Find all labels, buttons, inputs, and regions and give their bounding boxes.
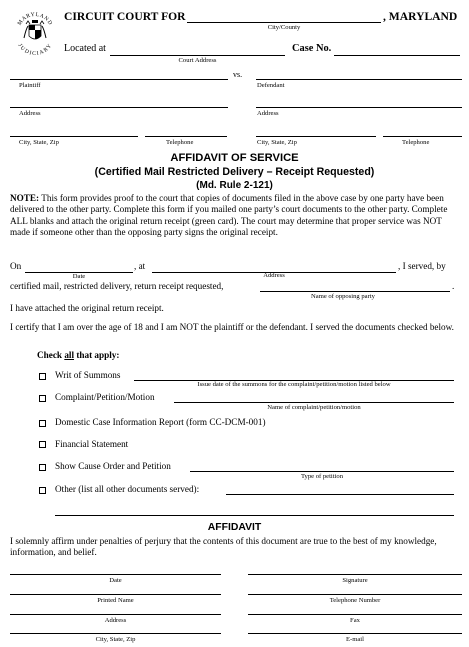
writ-of-summons-checkbox[interactable] <box>39 373 46 380</box>
city-county-field[interactable] <box>187 22 381 23</box>
address-sign-caption: Address <box>104 617 127 624</box>
check-heading-all: all <box>64 350 75 360</box>
vs-label: vs. <box>233 70 243 79</box>
date-field[interactable] <box>10 574 221 575</box>
served-by-label: , I served, by <box>398 261 446 271</box>
court-address-caption: Court Address <box>178 57 217 64</box>
certify-statement: I certify that I am over the age of 18 and I am NOT the plaintiff or the defendant. I served the documents checked below. <box>10 322 454 332</box>
other-documents-label: Other (list all other documents served): <box>55 484 200 494</box>
plaintiff-phone-field[interactable] <box>145 136 227 137</box>
svg-text:JUDICIARY <box>16 43 53 56</box>
form-rule: (Md. Rule 2-121) <box>196 180 273 191</box>
on-label: On <box>10 261 22 271</box>
summons-date-caption: Issue date of the summons for the complaint/petition/motion listed below <box>197 381 391 388</box>
printed-name-caption: Printed Name <box>97 597 134 604</box>
case-no-label: Case No. <box>292 43 332 54</box>
check-heading <box>37 350 119 360</box>
seal-text-top: MARYLAND <box>16 11 54 27</box>
plaintiff-city-field[interactable] <box>10 136 138 137</box>
other-documents-field-2[interactable] <box>55 515 454 516</box>
printed-name-field[interactable] <box>10 594 221 595</box>
complaint-label: Complaint/Petition/Motion <box>55 392 155 402</box>
city-county-caption: City/County <box>267 24 301 31</box>
plaintiff-field[interactable] <box>10 79 228 80</box>
fax-field[interactable] <box>248 614 462 615</box>
defendant-city-caption: City, State, Zip <box>257 139 297 146</box>
petition-type-caption: Type of petition <box>300 473 344 480</box>
plaintiff-city-caption: City, State, Zip <box>19 139 59 146</box>
telephone-number-field[interactable] <box>248 594 462 595</box>
check-heading-post: that apply: <box>74 350 120 360</box>
certified-mail-label: certified mail, restricted delivery, return receipt requested, <box>10 281 224 291</box>
defendant-address-caption: Address <box>257 110 279 117</box>
address-caption: Address <box>263 272 285 279</box>
located-at-label: Located at <box>64 43 106 54</box>
period-label: . <box>452 281 455 291</box>
city-state-zip-field[interactable] <box>10 633 221 634</box>
note-paragraph <box>10 193 462 239</box>
other-documents-field[interactable] <box>226 494 454 495</box>
defendant-city-field[interactable] <box>256 136 376 137</box>
fax-caption: Fax <box>350 617 360 624</box>
attached-statement: I have attached the original return receipt. <box>10 303 164 313</box>
date-caption: Date <box>72 273 86 280</box>
defendant-caption: Defendant <box>257 82 285 89</box>
plaintiff-phone-caption: Telephone <box>166 139 194 146</box>
affidavit-title: AFFIDAVIT <box>207 522 262 533</box>
affidavit-text: I solemnly affirm under penalties of perjury that the contents of this document are true to the best of my knowledge, information, and belief. <box>10 536 437 558</box>
address-field[interactable] <box>10 614 221 615</box>
defendant-phone-caption: Telephone <box>402 139 430 146</box>
note-text: This form provides proof to the court that copies of documents filed in the above case by one party have been delivered to the other party. Complete this form if you mailed one party’s court documents to the other party. Complete ALL blanks and attach the original return receipt (green card). The court may determine that proper service was NOT made if someone other than the opposing party signs the original receipt. <box>10 193 448 238</box>
financial-statement-label: Financial Statement <box>55 439 129 449</box>
show-cause-checkbox[interactable] <box>39 464 46 471</box>
check-heading-pre: Check <box>37 350 65 360</box>
maryland-label: , MARYLAND <box>383 10 458 23</box>
defendant-phone-field[interactable] <box>383 136 462 137</box>
form-subtitle: (Certified Mail Restricted Delivery – Receipt Requested) <box>94 166 375 178</box>
note-label: NOTE: <box>10 193 40 203</box>
city-state-zip-caption: City, State, Zip <box>95 636 136 643</box>
signature-field[interactable] <box>248 574 462 575</box>
telephone-number-caption: Telephone Number <box>329 597 381 604</box>
complaint-checkbox[interactable] <box>39 395 46 402</box>
email-field[interactable] <box>248 633 462 634</box>
maryland-judiciary-seal-icon <box>14 8 56 56</box>
petition-type-field[interactable] <box>190 471 454 472</box>
plaintiff-caption: Plaintiff <box>19 82 41 89</box>
complaint-name-caption: Name of complaint/petition/motion <box>267 404 361 411</box>
defendant-address-field[interactable] <box>256 107 462 108</box>
writ-of-summons-label: Writ of Summons <box>55 370 121 380</box>
date-sign-caption: Date <box>109 577 122 584</box>
signature-caption: Signature <box>342 577 368 584</box>
opposing-party-caption: Name of opposing party <box>311 293 375 300</box>
opposing-party-field[interactable] <box>260 291 450 292</box>
svg-text:MARYLAND <box>17 12 53 27</box>
domestic-case-label: Domestic Case Information Report (form CC-DCM-001) <box>55 417 266 427</box>
financial-statement-checkbox[interactable] <box>39 441 46 448</box>
court-address-field[interactable] <box>110 55 285 56</box>
case-number-field[interactable] <box>334 55 460 56</box>
court-for-label: CIRCUIT COURT FOR <box>64 10 186 23</box>
at-label: , at <box>134 261 146 271</box>
plaintiff-address-caption: Address <box>19 110 41 117</box>
form-title: AFFIDAVIT OF SERVICE <box>170 152 299 164</box>
other-documents-checkbox[interactable] <box>39 487 46 494</box>
seal-text-bottom: JUDICIARY <box>16 42 54 56</box>
show-cause-label: Show Cause Order and Petition <box>55 461 171 471</box>
email-caption: E-mail <box>346 636 364 643</box>
plaintiff-address-field[interactable] <box>10 107 228 108</box>
complaint-name-field[interactable] <box>174 402 454 403</box>
defendant-field[interactable] <box>256 79 462 80</box>
domestic-case-checkbox[interactable] <box>39 420 46 427</box>
